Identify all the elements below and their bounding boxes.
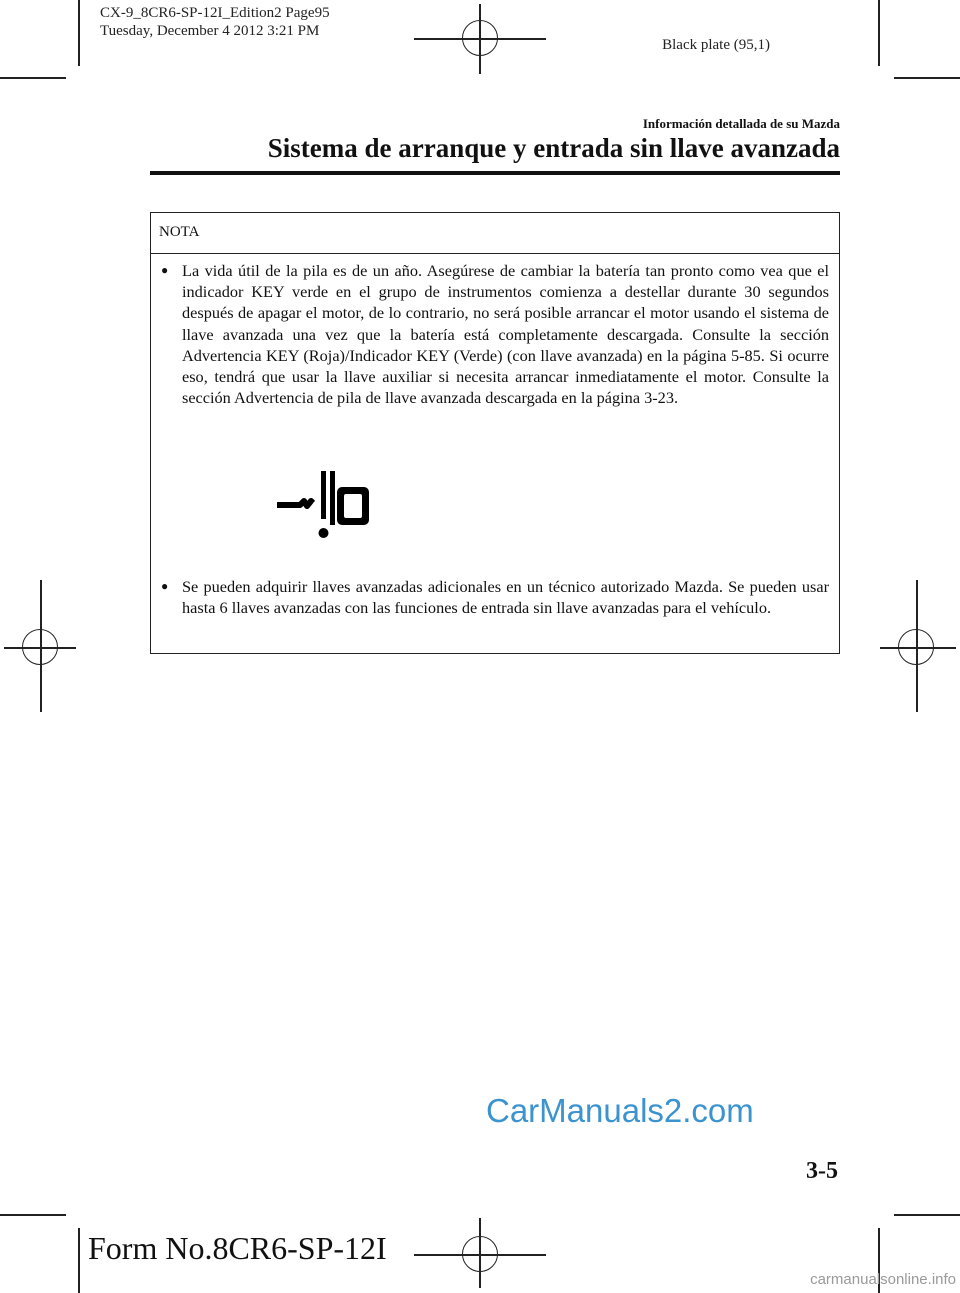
note-bullet	[159, 260, 829, 408]
print-info-file: CX-9_8CR6-SP-12I_Edition2 Page95	[100, 5, 330, 21]
print-info	[100, 4, 330, 40]
section-label: Información detallada de su Mazda	[642, 116, 840, 131]
note-box	[150, 212, 840, 654]
watermark-logo: CarManuals2.com	[486, 1092, 754, 1129]
key-warning-indicator-icon	[273, 469, 373, 543]
note-bullet-text: La vida útil de la pila es de un año. Asegúrese de cambiar la batería tan pronto como vea que el indicador KEY verde en el grupo de instrumentos comienza a destellar durante 30 segundos después de apagar el motor, de lo contrario, no será posible arrancar el motor usando el sistema de llave avanzada una vez que la batería está completamente descargada. Consulte la sección Advertencia KEY (Roja)/Indicador KEY (Verde) (con llave avanzada) en la página 5-85. Si ocurre eso, tendrá que usar la llave auxiliar si necesita arrancar inmediatamente el motor. Consulte la sección Advertencia de pila de llave avanzada descargada en la página 3-23.	[182, 261, 829, 408]
plate-label: Black plate (95,1)	[662, 37, 770, 53]
bullet-icon: ●	[161, 579, 169, 593]
page-title: Sistema de arranque y entrada sin llave avanzada	[267, 133, 840, 163]
title-rule	[150, 171, 840, 175]
page-number: 3-5	[806, 1158, 838, 1184]
bullet-icon: ●	[161, 263, 169, 277]
site-stamp: carmanualsonline.info	[810, 1271, 956, 1288]
print-info-date: Tuesday, December 4 2012 3:21 PM	[100, 23, 320, 39]
note-bullet	[159, 576, 829, 618]
note-bullet-text: Se pueden adquirir llaves avanzadas adicionales en un técnico autorizado Mazda. Se pueden usar hasta 6 llaves avanzadas con las funciones de entrada sin llave avanzadas para el vehículo.	[182, 577, 829, 618]
note-header	[151, 213, 839, 254]
note-label: NOTA	[159, 224, 200, 240]
form-number: Form No.8CR6-SP-12I	[88, 1230, 387, 1266]
